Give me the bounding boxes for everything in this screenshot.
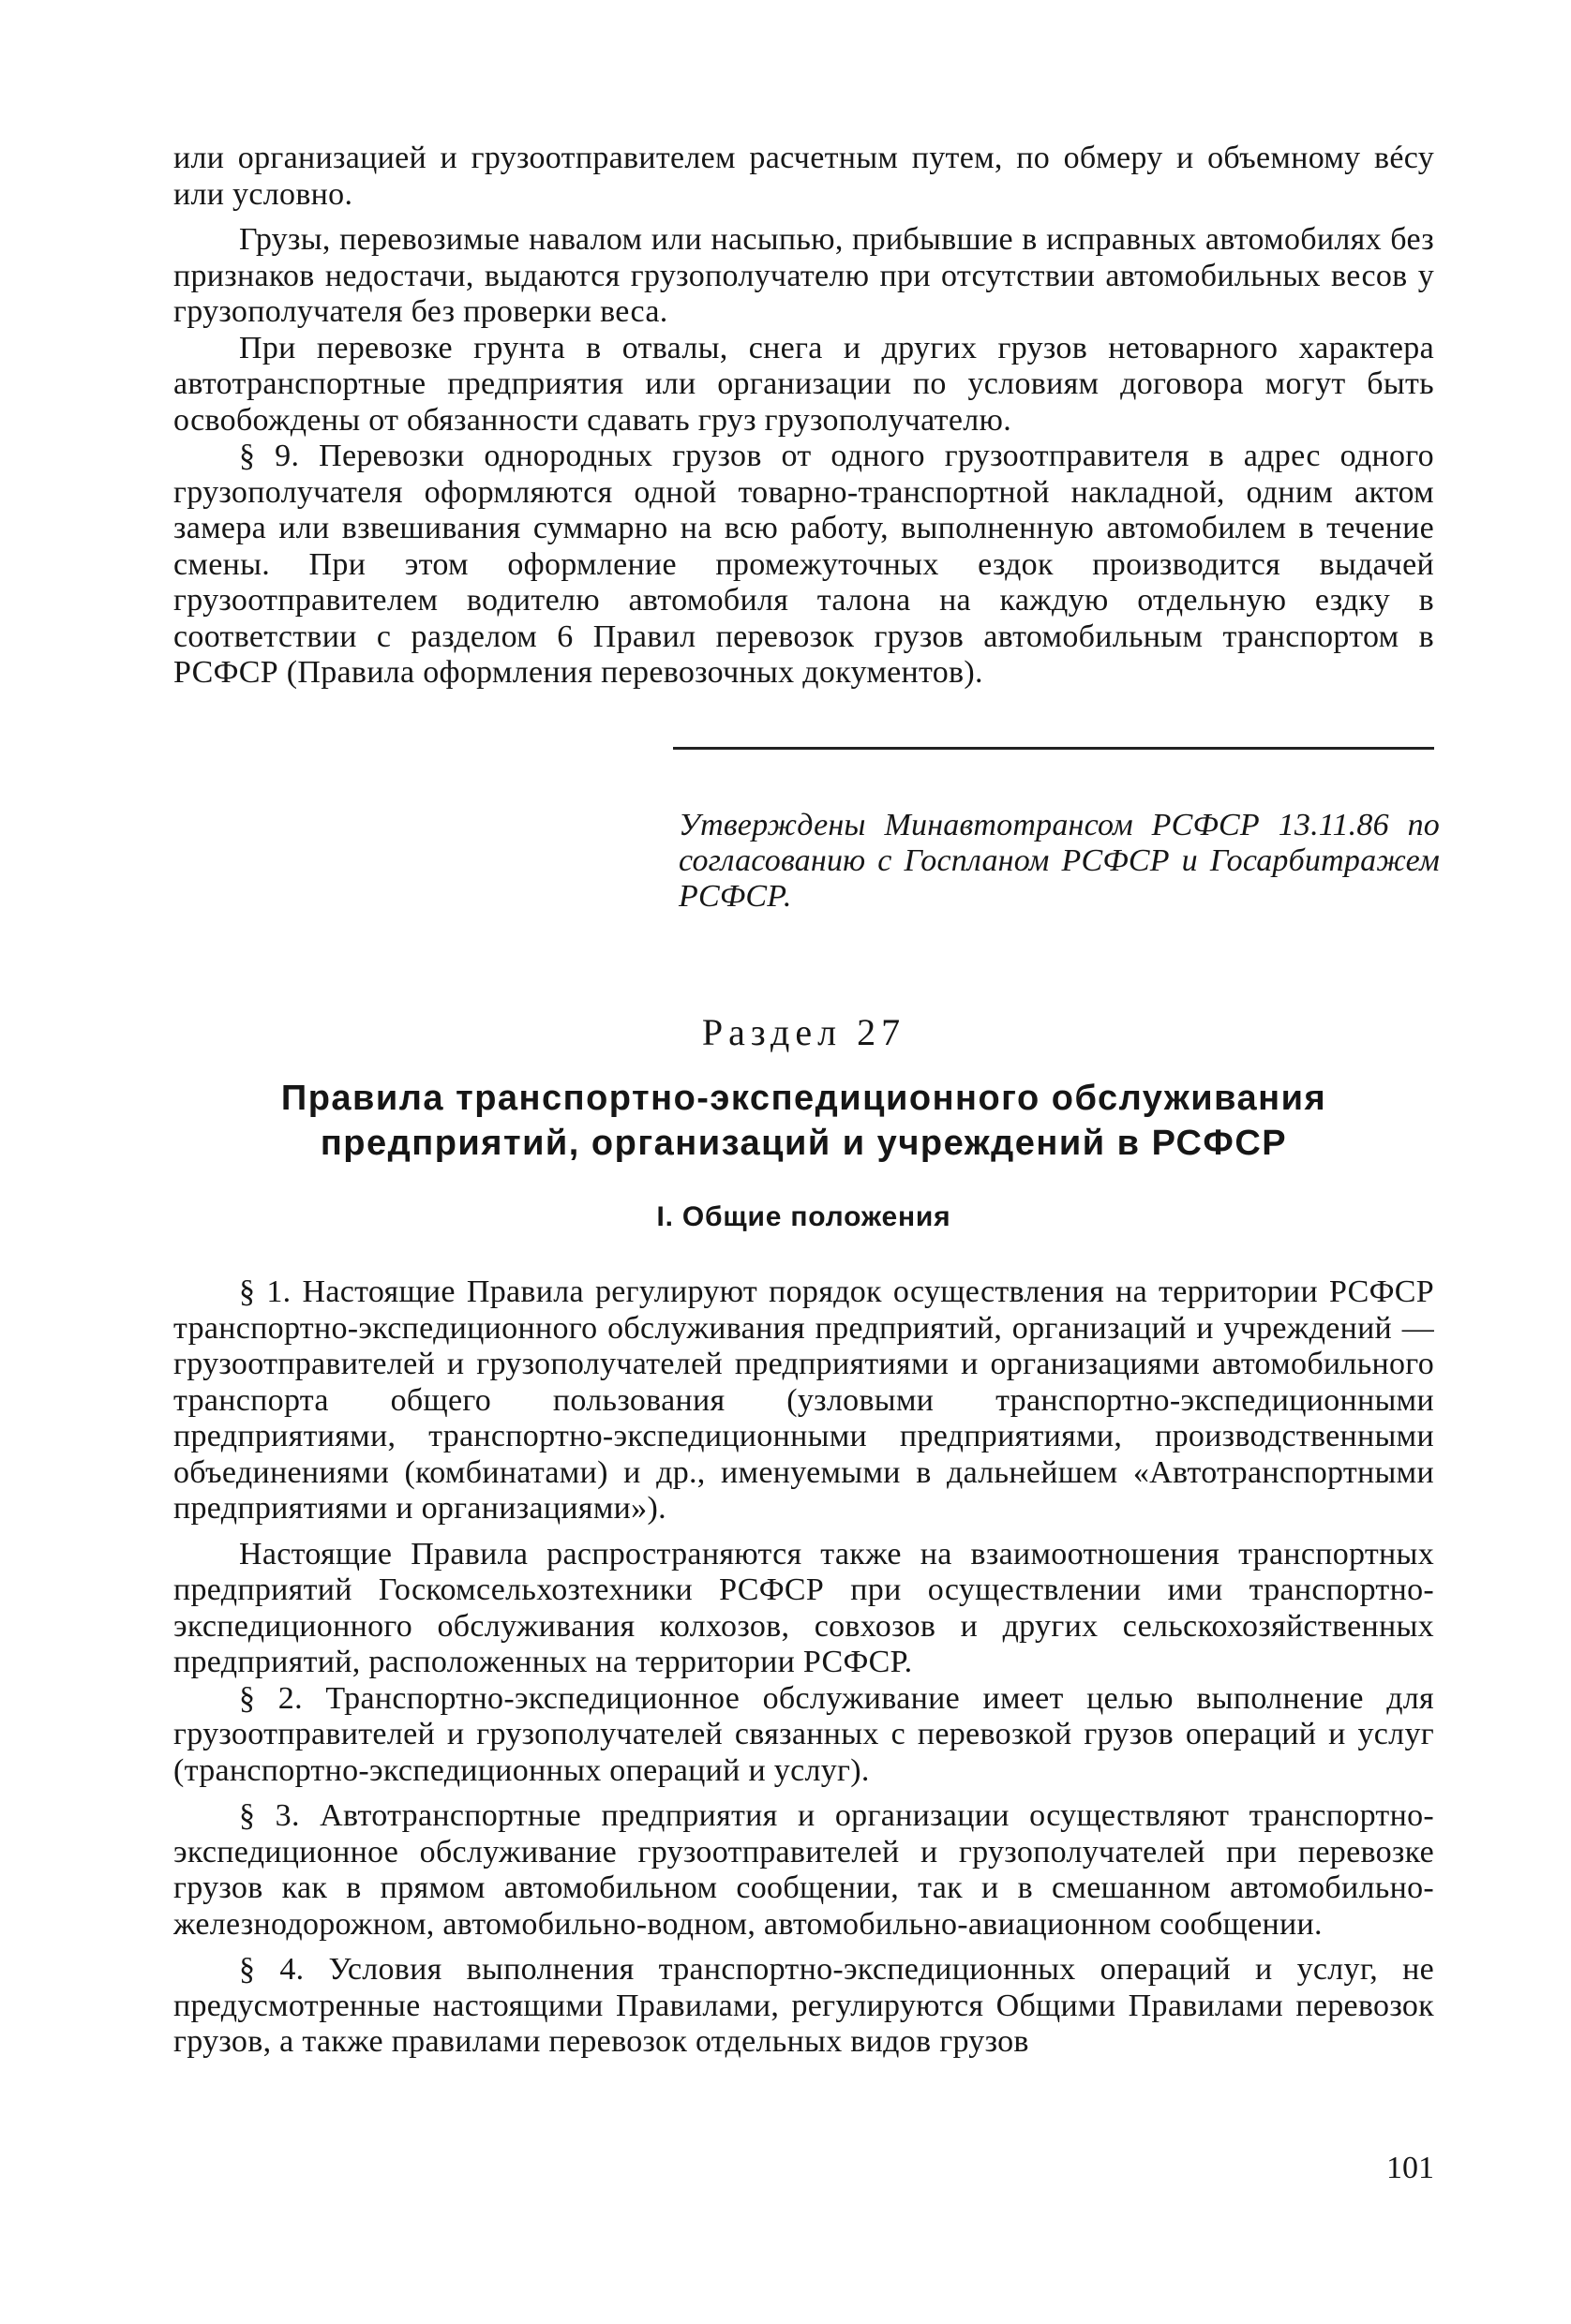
paragraph-section-3: § 3. Автотранспортные предприятия и организации осуществляют транспортно-экспедиционное обслуживание грузоотправителей и грузополучателей при перевозке грузов как в прямом автомобильном сообщении, так и в смешанном автомобильно-железнодорожном, автомобильно-водном, автомобильно-авиационном сообщении. <box>173 1798 1434 1942</box>
paragraph-scope: Настоящие Правила распространяются также на взаимоотношения транспортных предприятий Госкомсельхозтехники РСФСР при осуществлении ими транспортно-экспедиционного обслуживания колхозов, совхозов и других сельскохозяйственных предприятий, расположенных на территории РСФСР. <box>173 1536 1434 1679</box>
section-number: Раздел 27 <box>701 1011 906 1053</box>
approval-note: Утверждены Минавтотрансом РСФСР 13.11.86 по согласованию с Госпланом РСФСР и Госарбитражем РСФСР. <box>679 808 1440 914</box>
paragraph-section-9: § 9. Перевозки однородных грузов от одного грузоотправителя в адрес одного грузополучателя оформляются одной товарно-транспортной накладной, одним актом замера или взвешивания суммарно на всю работу, выполненную автомобилем в течение смены. При этом оформление промежуточных ездок производится выдачей грузоотправителем водителю автомобиля талона на каждую отдельную ездку в соответствии с разделом 6 Правил перевозок грузов автомобильным транспортом в РСФСР (Правила оформления перевозочных документов). <box>173 439 1434 690</box>
top-text-block <box>173 141 1434 692</box>
section-title-line-1: Правила транспортно-экспедиционного обслуживания <box>280 1079 1327 1118</box>
paragraph-section-1: § 1. Настоящие Правила регулируют порядок осуществления на территории РСФСР транспортно-экспедиционного обслуживания предприятий, организаций и учреждений — грузоотправителей и грузополучателей предприятиями и организациями автомобильного транспорта общего пользования (узловыми транспортно-экспедиционными предприятиями, транспортно-экспедиционными предприятиями, производственными объединениями (комбинатами) и др., именуемыми в дальнейшем «Автотранспортными предприятиями и организациями»). <box>173 1274 1434 1526</box>
paragraph-bulk-cargo: Грузы, перевозимые навалом или насыпью, прибывшие в исправных автомобилях без признаков недостачи, выдаются грузополучателю при отсутствии автомобильных весов у грузополучателя без проверки веса. <box>173 222 1434 329</box>
paragraph-section-2: § 2. Транспортно-экспедиционное обслуживание имеет целью выполнение для грузоотправителей и грузополучателей связанных с перевозкой грузов операций и услуг (транспортно-экспедиционных операций и услуг). <box>173 1680 1434 1788</box>
divider-line <box>673 747 1434 750</box>
paragraph-soil-snow: При перевозке грунта в отвалы, снега и других грузов нетоварного характера автотранспортные предприятия или организации по условиям договора могут быть освобождены от обязанности сдавать груз грузополучателю. <box>173 330 1434 438</box>
paragraph-section-4: § 4. Условия выполнения транспортно-экспедиционных операций и услуг, не предусмотренные настоящими Правилами, регулируются Общими Правилами перевозок грузов, а также правилами перевозок отдельных видов грузов <box>173 1952 1434 2059</box>
page-number: 101 <box>1386 2151 1434 2185</box>
paragraph-continuation: или организацией и грузоотправителем расчетным путем, по обмеру и объемному вéсу или условно. <box>173 141 1434 212</box>
section-title-line-2: предприятий, организаций и учреждений в РСФСР <box>320 1124 1288 1163</box>
main-text-block <box>173 1274 1434 2061</box>
section-title <box>173 1076 1434 1166</box>
subheading-general-provisions: I. Общие положения <box>656 1201 951 1232</box>
